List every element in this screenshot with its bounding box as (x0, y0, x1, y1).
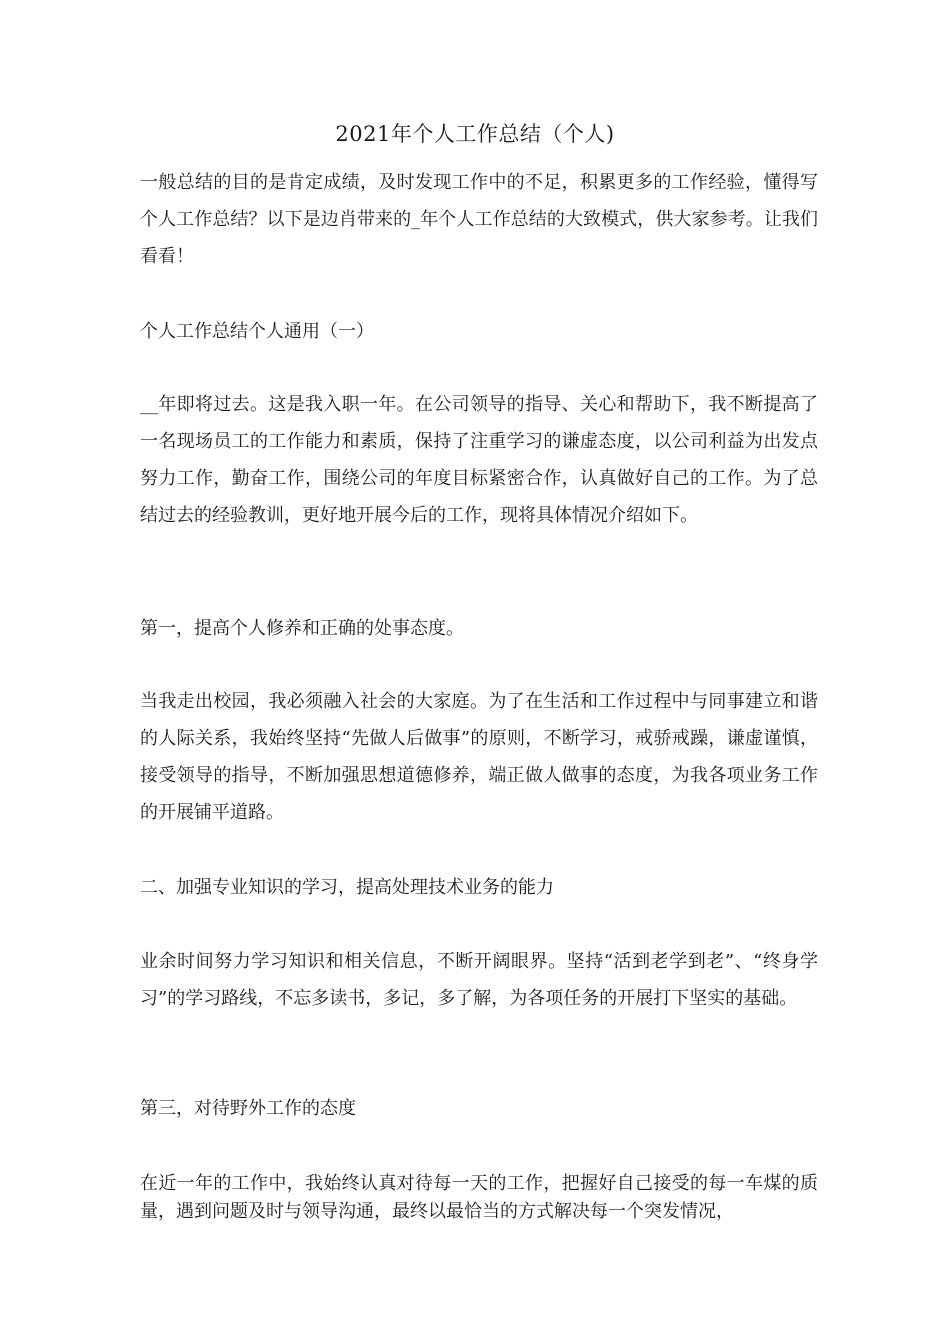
body-paragraph-4: 在近一年的工作中，我始终认真对待每一天的工作，把握好自己接受的每一车煤的质量，遇到问题及时与领导沟通，最终以最恰当的方式解决每一个突发情况， (140, 1173, 818, 1222)
intro-paragraph: 一般总结的目的是肯定成绩，及时发现工作中的不足，积累更多的工作经验，懂得写个人工作总结？以下是边肖带来的_年个人工作总结的大致模式，供大家参考。让我们看看！ (140, 172, 818, 267)
body-paragraph-1: __年即将过去。这是我入职一年。在公司领导的指导、关心和帮助下，我不断提高了一名现场员工的工作能力和素质，保持了注重学习的谦虚态度，以公司利益为出发点努力工作，勤奋工作，围绕公司的年度目标紧密合作，认真做好自己的工作。为了总结过去的经验教训，更好地开展今后的工作，现将具体情况介绍如下。 (140, 394, 818, 526)
heading-first: 第一，提高个人修养和正确的处事态度。 (140, 618, 464, 639)
heading-second: 二、加强专业知识的学习，提高处理技术业务的能力 (140, 877, 554, 898)
body-paragraph-3: 业余时间努力学习知识和相关信息，不断开阔眼界。坚持“活到老学到老”、“终身学习”的学习路线，不忘多读书，多记，多了解，为各项任务的开展打下坚实的基础。 (140, 951, 818, 1009)
document-title: 2021年个人工作总结（个人) (335, 122, 615, 146)
section-title: 个人工作总结个人通用（一） (140, 321, 374, 342)
heading-third: 第三，对待野外工作的态度 (140, 1098, 356, 1119)
body-paragraph-2: 当我走出校园，我必须融入社会的大家庭。为了在生活和工作过程中与同事建立和谐的人际关系，我始终坚持“先做人后做事”的原则，不断学习，戒骄戒躁，谦虚谨慎，接受领导的指导，不断加强思想道德修养，端正做人做事的态度，为我各项业务工作的开展铺平道路。 (140, 691, 818, 823)
